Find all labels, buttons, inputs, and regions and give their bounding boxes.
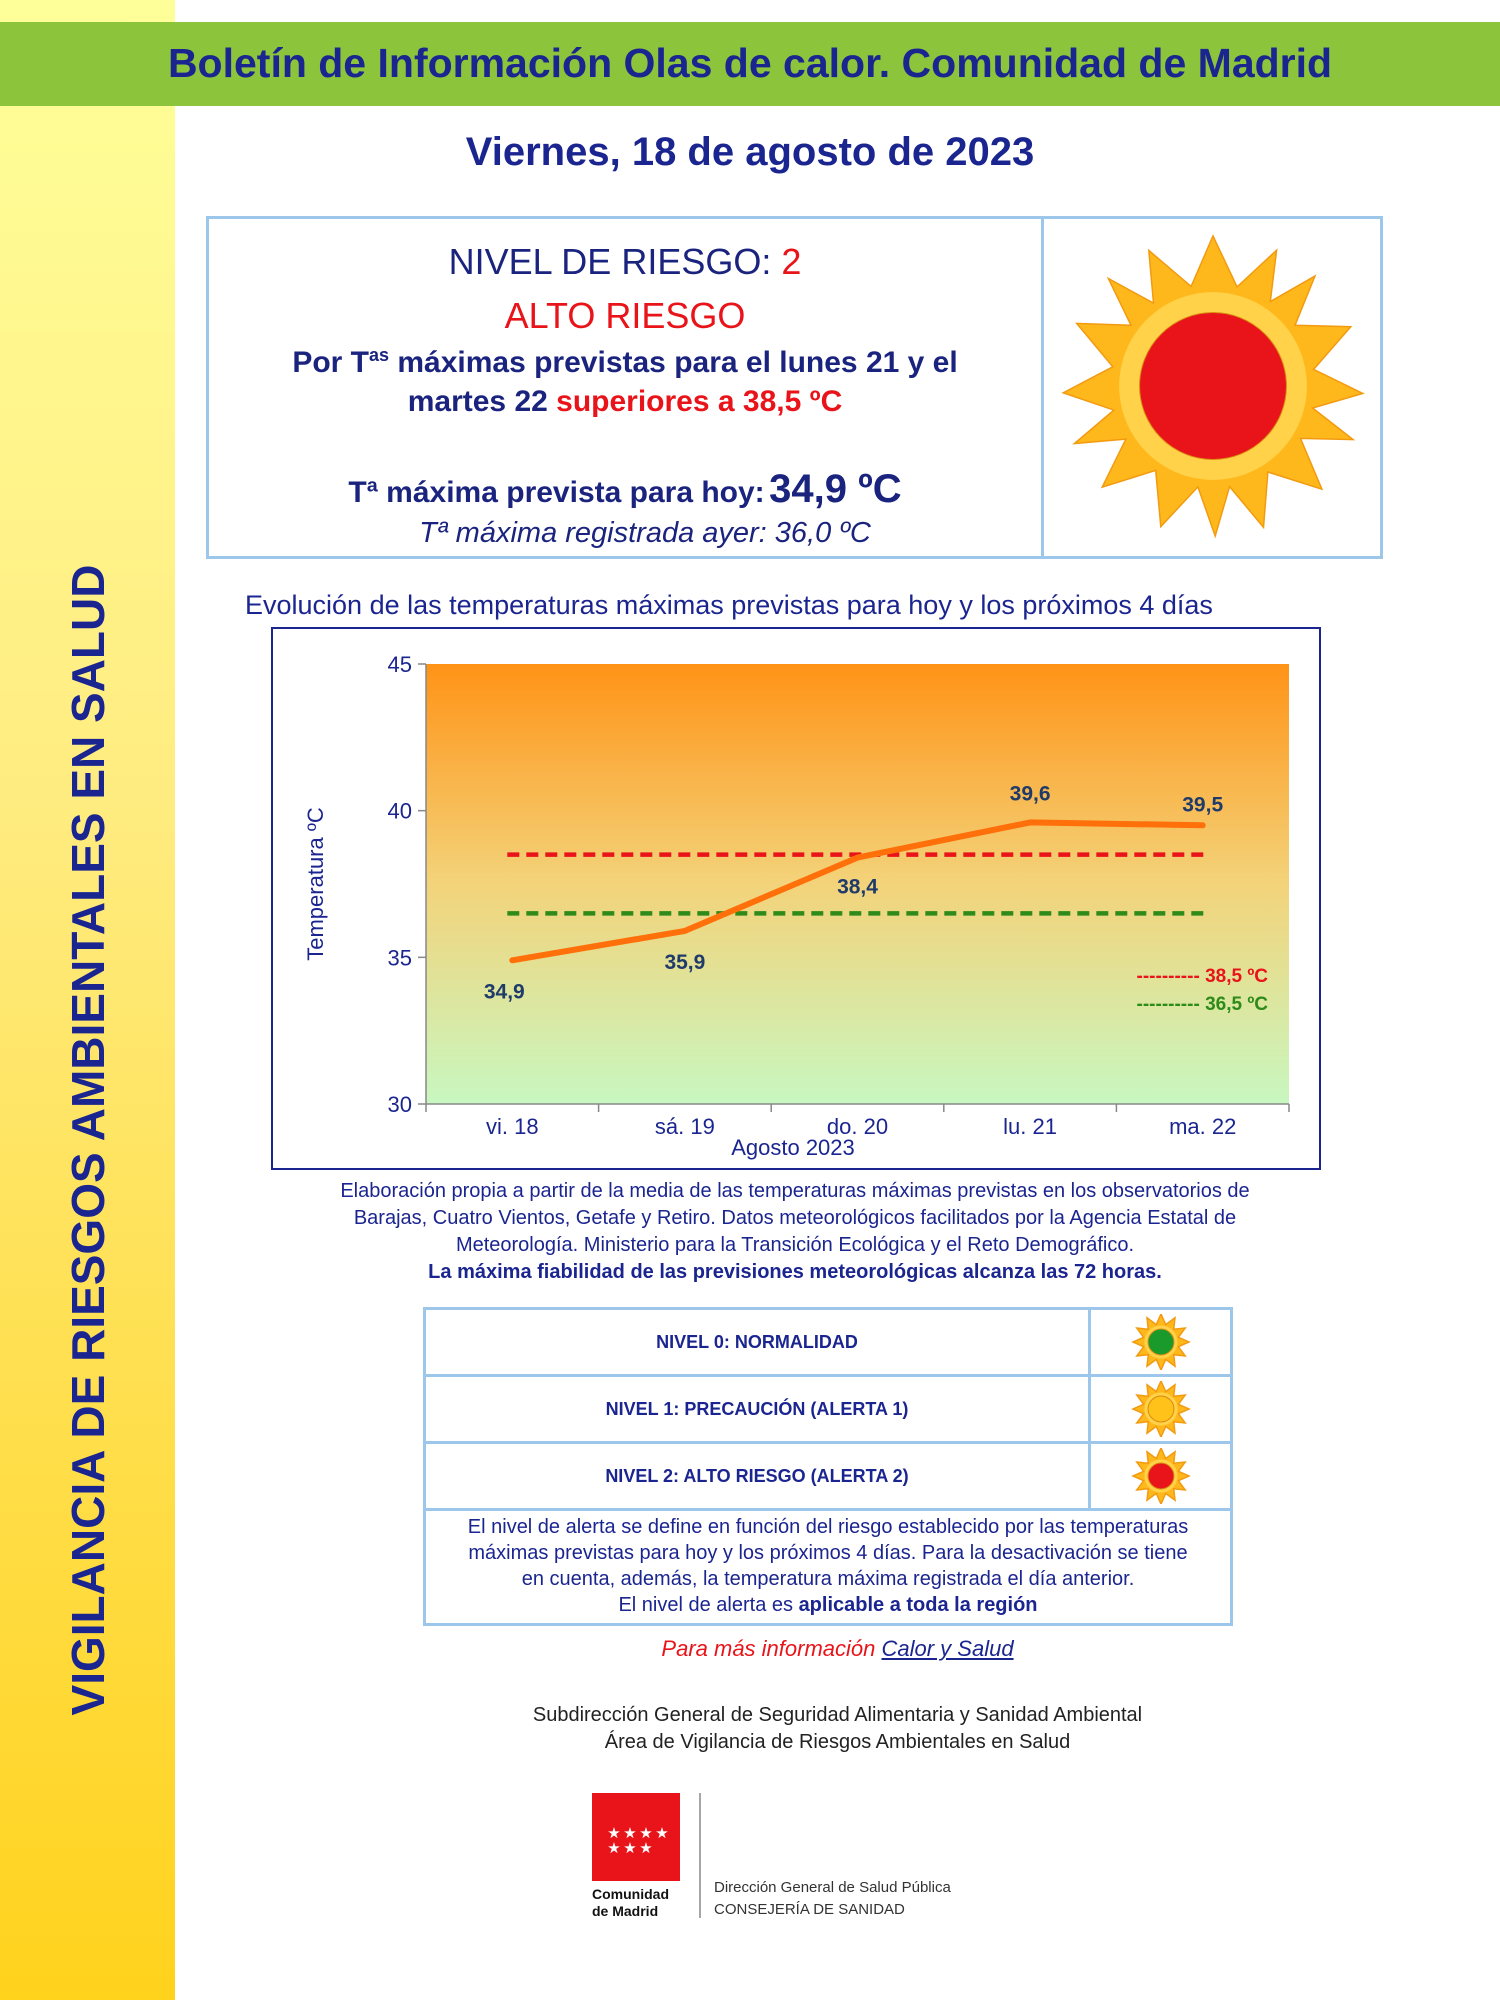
x-tick-label: ma. 22: [1169, 1114, 1237, 1139]
data-label: 34,9: [483, 980, 525, 1004]
chart-caption: Evolución de las temperaturas máximas previstas para hoy y los próximos 4 días: [245, 590, 1213, 620]
y-tick-label: 40: [387, 798, 412, 824]
svg-text:★: ★: [623, 1839, 637, 1857]
bulletin-title: Boletín de Información Olas de calor. Comunidad de Madrid: [167, 40, 1333, 86]
svg-text:★: ★: [607, 1839, 621, 1857]
logo-dept-line-2: CONSEJERÍA DE SANIDAD: [714, 1901, 905, 1918]
logo-org-name: [592, 1886, 688, 1920]
chart-frame: [271, 627, 1321, 1170]
today-max-line: [209, 467, 1041, 512]
x-axis-title: Agosto 2023: [731, 1135, 855, 1160]
sun-yellow-icon: [1091, 1381, 1231, 1437]
temperature-chart: [273, 629, 1319, 1168]
logo-org-line-2: de Madrid: [592, 1903, 659, 1919]
svg-text:★: ★: [639, 1839, 653, 1857]
y-tick-label: 30: [387, 1092, 412, 1117]
today-max-label: Tª máxima prevista para hoy:: [348, 476, 765, 509]
threshold-legend-label: ---------- 38,5 ºC: [1136, 966, 1268, 987]
x-tick-label: sá. 19: [654, 1114, 715, 1139]
more-info-prefix: Para más información: [661, 1636, 882, 1661]
svg-text:★: ★: [607, 1824, 621, 1842]
reason-line2-a: martes 22: [407, 385, 557, 418]
level-row: [426, 1377, 1230, 1444]
source-line-1: Elaboración propia a partir de la media de las temperaturas máximas previstas en los observatorios de: [340, 1180, 1250, 1202]
svg-text:★: ★: [623, 1824, 637, 1842]
level-note-line-4b: aplicable a toda la región: [798, 1594, 1038, 1616]
risk-level-label: NIVEL DE RIESGO:: [448, 241, 772, 282]
sun-red-icon: [1091, 1448, 1231, 1504]
logo-department: [714, 1877, 1014, 1921]
reason-sup: as: [368, 345, 390, 365]
reason-prefix: Por T: [292, 346, 369, 379]
reason-rest: máximas previstas para el lunes 21 y el: [389, 346, 958, 379]
level-row: [426, 1310, 1230, 1377]
alert-levels-table: [423, 1307, 1233, 1626]
level-label: NIVEL 2: ALTO RIESGO (ALERTA 2): [426, 1444, 1091, 1508]
subdirection-line-1: Subdirección General de Seguridad Alimentaria y Sanidad Ambiental: [532, 1704, 1143, 1726]
data-source-note: [260, 1178, 1330, 1286]
source-line-2: Barajas, Cuatro Vientos, Getafe y Retiro. Datos meteorológicos facilitados por la Agencia Estatal de: [353, 1207, 1237, 1229]
svg-text:★: ★: [639, 1824, 653, 1842]
reason-line2-b: superiores a 38,5 ºC: [556, 385, 843, 418]
risk-level-name: ALTO RIESGO: [504, 295, 746, 336]
logo-dept-line-1: Dirección General de Salud Pública: [714, 1879, 951, 1896]
sidebar-title: VIGILANCIA DE RIESGOS AMBIENTALES EN SALUD: [62, 564, 114, 1716]
y-axis-title: Temperatura ºC: [303, 807, 328, 961]
risk-divider: [1041, 219, 1044, 556]
source-line-3: Meteorología. Ministerio para la Transición Ecológica y el Reto Demográfico.: [455, 1234, 1135, 1256]
data-label: 39,5: [1182, 793, 1224, 817]
level-note-line-3: en cuenta, además, la temperatura máxima registrada el día anterior.: [521, 1568, 1135, 1590]
data-label: 39,6: [1009, 782, 1051, 806]
level-label: NIVEL 0: NORMALIDAD: [426, 1310, 1091, 1374]
logo-org-line-1: Comunidad: [592, 1886, 669, 1902]
risk-reason-line2: [209, 385, 1041, 419]
level-row: [426, 1444, 1230, 1511]
risk-panel: [206, 216, 1383, 559]
today-max-value: 34,9 ºC: [769, 467, 902, 511]
svg-text:★: ★: [655, 1824, 669, 1842]
bulletin-date: Viernes, 18 de agosto de 2023: [465, 130, 1035, 174]
subdirection: [175, 1702, 1500, 1756]
risk-level-line: [209, 241, 1041, 283]
level-note-line-2: máximas previstas para hoy y los próximos 4 días. Para la desactivación se tiene: [468, 1542, 1188, 1564]
risk-text-panel: [209, 219, 1041, 556]
x-tick-label: vi. 18: [486, 1114, 539, 1139]
level-label: NIVEL 1: PRECAUCIÓN (ALERTA 1): [426, 1377, 1091, 1441]
calor-y-salud-link[interactable]: Calor y Salud: [881, 1636, 1014, 1661]
source-line-4: La máxima fiabilidad de las previsiones meteorológicas alcanza las 72 horas.: [428, 1261, 1162, 1283]
risk-level-value: 2: [781, 241, 802, 282]
sidebar: [0, 0, 175, 2000]
x-tick-label: lu. 21: [1003, 1114, 1058, 1139]
level-note-line-4a: El nivel de alerta es: [618, 1594, 799, 1616]
header-bar: [0, 22, 1500, 106]
sun-icon: [1047, 223, 1379, 553]
level-note-line-1: El nivel de alerta se define en función del riesgo establecido por las temperaturas: [467, 1516, 1189, 1538]
x-tick-label: do. 20: [826, 1114, 889, 1139]
y-tick-label: 35: [387, 945, 412, 971]
risk-reason-line1: [209, 345, 1041, 380]
level-note-line-4: [430, 1592, 1226, 1618]
threshold-legend-label: ---------- 36,5 ºC: [1136, 994, 1268, 1015]
subdirection-line-2: Área de Vigilancia de Riesgos Ambientales en Salud: [604, 1731, 1071, 1753]
more-info: [175, 1636, 1500, 1662]
y-tick-label: 45: [387, 652, 412, 677]
yesterday-max: Tª máxima registrada ayer: 36,0 ºC: [419, 517, 871, 549]
level-note: [426, 1511, 1230, 1623]
sun-green-icon: [1091, 1314, 1231, 1370]
data-label: 38,4: [837, 875, 878, 899]
data-label: 35,9: [664, 950, 706, 974]
